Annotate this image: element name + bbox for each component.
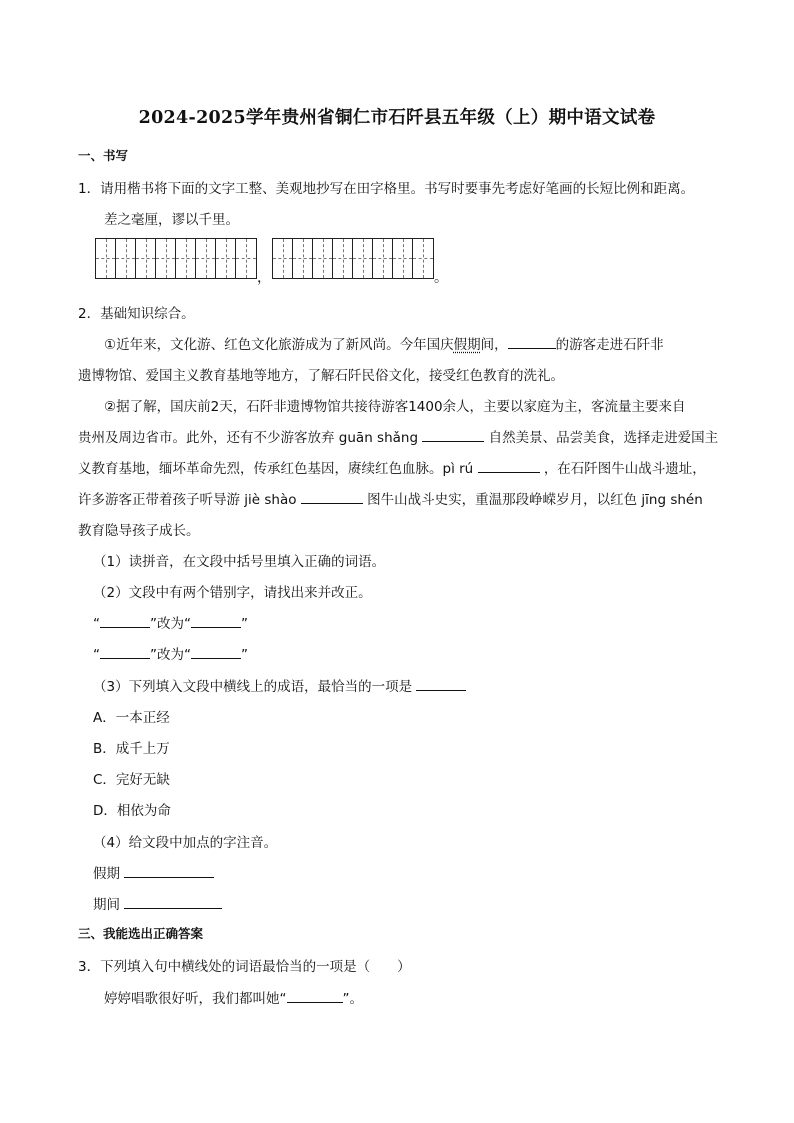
pinyin-row-1 (93, 862, 214, 882)
text-span: “ (93, 616, 100, 632)
tianzige-cell[interactable] (216, 239, 236, 278)
option-c[interactable]: C．完好无缺 (93, 772, 170, 788)
tianzige-grid-left[interactable] (95, 238, 257, 279)
answer-blank[interactable] (422, 429, 484, 442)
text-span: 自然美景、品尝美食，选择走进爱国主 (488, 430, 719, 446)
passage-2-line-1: ②据了解，国庆前2天，石阡非遗博物馆共接待游客1400余人，主要以家庭为主，客流量主要来自 (104, 399, 686, 415)
text-span: 假期 (93, 866, 120, 882)
tianzige-cell[interactable] (373, 239, 393, 278)
pinyin-row-2 (93, 893, 222, 913)
answer-blank[interactable] (301, 491, 363, 504)
text-span: ”。 (342, 991, 363, 1007)
sub-question-2: （2）文段中有两个错别字，请找出来并改正。 (93, 585, 372, 601)
question-3-sentence (104, 987, 363, 1007)
tianzige-cell[interactable] (353, 239, 373, 278)
correction-row-1 (93, 612, 248, 632)
answer-blank[interactable] (100, 615, 150, 628)
dotted-char: 期 (467, 337, 481, 353)
tianzige-grid-right[interactable] (272, 238, 434, 279)
tianzige-cell[interactable] (96, 239, 116, 278)
text-span: 许多游客正带着孩子听导游 jiè shào (78, 492, 297, 508)
tianzige-cell[interactable] (273, 239, 293, 278)
text-span: （3）下列填入文段中横线上的成语，最恰当的一项是 (93, 679, 413, 695)
answer-blank[interactable] (478, 460, 540, 473)
text-span: 的游客走进石阡非 (555, 337, 664, 353)
passage-1-line-1 (104, 333, 664, 353)
grid-period: 。 (434, 270, 448, 286)
tianzige-cell[interactable] (156, 239, 176, 278)
tianzige-cell[interactable] (196, 239, 216, 278)
question-1-text: 1．请用楷书将下面的文字工整、美观地抄写在田字格里。书写时要事先考虑好笔画的长短比例和距离。 (78, 181, 695, 197)
page-title: 2024-2025学年贵州省铜仁市石阡县五年级（上）期中语文试卷 (138, 108, 656, 128)
answer-blank[interactable] (100, 646, 150, 659)
tianzige-cell[interactable] (333, 239, 353, 278)
text-span: 图牛山战斗史实，重温那段峥嵘岁月，以红色 jīng shén (367, 492, 703, 508)
answer-blank[interactable] (124, 865, 214, 878)
option-a[interactable]: A．一本正经 (93, 710, 170, 726)
text-span: ” (241, 647, 248, 663)
tianzige-cell[interactable] (413, 239, 433, 278)
text-span: 期间 (93, 897, 120, 913)
grid-comma: ， (257, 270, 271, 286)
text-span: 婷婷唱歌很好听，我们都叫她“ (104, 991, 287, 1007)
option-b[interactable]: B．成千上万 (93, 741, 170, 757)
text-span: 间 (480, 337, 495, 353)
sub-question-1: （1）读拼音，在文段中括号里填入正确的词语。 (93, 554, 386, 570)
answer-blank[interactable] (287, 990, 343, 1003)
answer-blank[interactable] (191, 646, 241, 659)
tianzige-cell[interactable] (293, 239, 313, 278)
text-span: “ (93, 647, 100, 663)
question-2-heading: 2．基础知识综合。 (78, 306, 195, 322)
text-span: ， (494, 337, 508, 353)
text-span: ”改为“ (150, 647, 191, 663)
tianzige-cell[interactable] (116, 239, 136, 278)
dotted-char: 假 (453, 337, 468, 353)
tianzige-cell[interactable] (236, 239, 256, 278)
answer-blank[interactable] (124, 896, 222, 909)
text-span: ” (241, 616, 248, 632)
text-span: 义教育基地，缅坏革命先烈，传承红色基因，赓续红色血脉。pì rú (78, 461, 474, 477)
question-1-phrase: 差之毫厘，谬以千里。 (104, 212, 239, 228)
answer-blank[interactable] (508, 336, 556, 349)
passage-2-line-4 (78, 488, 703, 508)
text-span: ①近年来，文化游、红色文化旅游成为了新风尚。今年国庆 (104, 337, 454, 353)
sub-question-4: （4）给文段中加点的字注音。 (93, 835, 278, 851)
text-span: ，在石阡图牛山战斗遗址， (543, 461, 706, 477)
passage-2-line-2 (78, 426, 718, 446)
question-3-text: 3．下列填入句中横线处的词语最恰当的一项是（ ） (78, 959, 411, 975)
sub-question-3 (93, 675, 466, 695)
text-span: ”改为“ (150, 616, 191, 632)
passage-2-line-5: 教育隐导孩子成长。 (78, 523, 200, 539)
passage-2-line-3 (78, 457, 706, 477)
correction-row-2 (93, 643, 248, 663)
section-heading-choice: 三、我能选出正确答案 (78, 926, 204, 941)
passage-1-line-2: 遗博物馆、爱国主义教育基地等地方，了解石阡民俗文化，接受红色教育的洗礼。 (78, 368, 564, 384)
tianzige-cell[interactable] (136, 239, 156, 278)
answer-blank[interactable] (191, 615, 241, 628)
tianzige-cell[interactable] (176, 239, 196, 278)
answer-blank[interactable] (416, 678, 466, 691)
section-heading-writing: 一、书写 (78, 148, 129, 163)
text-span: 贵州及周边省市。此外，还有不少游客放弃 guān shǎng (78, 430, 419, 446)
tianzige-cell[interactable] (393, 239, 413, 278)
tianzige-cell[interactable] (313, 239, 333, 278)
option-d[interactable]: D．相依为命 (93, 803, 171, 819)
